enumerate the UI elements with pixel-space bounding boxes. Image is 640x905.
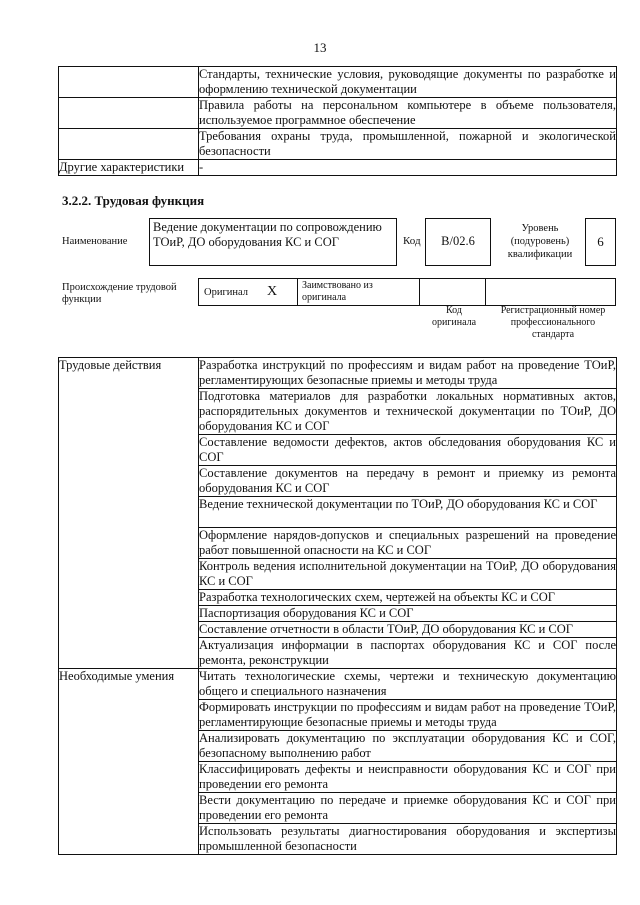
action-item: Составление документов на передачу в ремонт и приемку из ремонта оборудования КС и СОГ (199, 466, 616, 495)
reg-caption: Регистрационный номер профессионального стандарта (500, 305, 606, 340)
row-label (59, 98, 199, 129)
row-text: Стандарты, технические условия, руководящие документы по разработке и оформлению технической документации (199, 67, 616, 96)
skill-item: Вести документацию по передаче и приемке оборудования КС и СОГ при проведении его ремонта (199, 793, 616, 822)
action-item: Оформление нарядов-допусков и специальных разрешений на проведение работ повышенной опасности на КС и СОГ (199, 528, 616, 557)
skill-item: Классифицировать дефекты и неисправности оборудования КС и СОГ при проведении его ремонта (199, 762, 616, 791)
function-name-box (149, 218, 397, 266)
level-label: Уровень (подуровень) квалификации (507, 223, 573, 260)
action-item: Контроль ведения исполнительной документации на ТОиР, ДО оборудования КС и СОГ (199, 559, 616, 588)
table-row (59, 98, 617, 129)
other-characteristics-label: Другие характеристики (59, 160, 199, 176)
row-text: Правила работы на персональном компьютере в объеме пользователя, используемое программное обеспечение (199, 98, 616, 127)
level-box (585, 218, 616, 266)
row-label (59, 67, 199, 98)
table-row (59, 160, 617, 176)
section-title: 3.2.2. Трудовая функция (62, 193, 205, 208)
table-row (59, 358, 617, 389)
table-row (59, 67, 617, 98)
origin-label: Происхождение трудовой функции (62, 282, 177, 305)
skills-label: Необходимые умения (59, 669, 199, 855)
main-table (58, 357, 617, 855)
action-item: Разработка технологических схем, чертежей на объекты КС и СОГ (199, 590, 617, 606)
row-label (59, 129, 199, 160)
action-item: Актуализация информации в паспортах оборудования КС и СОГ после ремонта, реконструкции (199, 638, 616, 667)
action-item: Составление ведомости дефектов, актов обследования оборудования КС и СОГ (199, 435, 616, 464)
action-item: Составление отчетности в области ТОиР, ДО оборудования КС и СОГ (199, 622, 617, 638)
code-value: B/02.6 (441, 234, 475, 248)
top-table (58, 66, 617, 176)
actions-label: Трудовые действия (59, 358, 199, 669)
code-box (425, 218, 491, 266)
code-label: Код (403, 235, 421, 247)
page-number: 13 (313, 40, 327, 55)
divider (297, 279, 298, 305)
other-characteristics-value: - (199, 160, 617, 176)
level-value: 6 (597, 234, 604, 249)
divider (485, 279, 486, 305)
table-row (59, 669, 617, 700)
name-label: Наименование (62, 236, 128, 247)
original-label: Оригинал (204, 287, 248, 298)
table-row (59, 129, 617, 160)
skill-item: Формировать инструкции по профессиям и видам работ на проведение ТОиР, регламентирующие безопасные приемы и методы труда (199, 700, 616, 729)
borrowed-label: Заимствовано из оригинала (302, 280, 373, 303)
origin-table (198, 278, 616, 306)
skill-item: Читать технологические схемы, чертежи и техническую документацию общего и специального назначения (199, 669, 616, 698)
skill-item: Анализировать документацию по эксплуатации оборудования КС и СОГ, безопасному выполнению работ (199, 731, 616, 760)
row-text: Требования охраны труда, промышленной, пожарной и экологической безопасности (199, 129, 616, 158)
code-caption: Код оригинала (431, 305, 477, 328)
action-item: Ведение технической документации по ТОиР, ДО оборудования КС и СОГ (199, 497, 617, 528)
skill-item: Использовать результаты диагностирования оборудования и экспертизы промышленной безопасности (199, 824, 616, 853)
action-item: Разработка инструкций по профессиям и видам работ на проведение ТОиР, регламентирующих безопасные приемы и методы труда (199, 358, 616, 387)
divider (419, 279, 420, 305)
function-name: Ведение документации по сопровождению ТОиР, ДО оборудования КС и СОГ (153, 220, 382, 249)
original-mark: X (267, 284, 278, 299)
action-item: Паспортизация оборудования КС и СОГ (199, 606, 617, 622)
action-item: Подготовка материалов для разработки локальных нормативных актов, распорядительных документов и технической документации по ТОиР, ДО оборудования КС и СОГ (199, 389, 616, 433)
